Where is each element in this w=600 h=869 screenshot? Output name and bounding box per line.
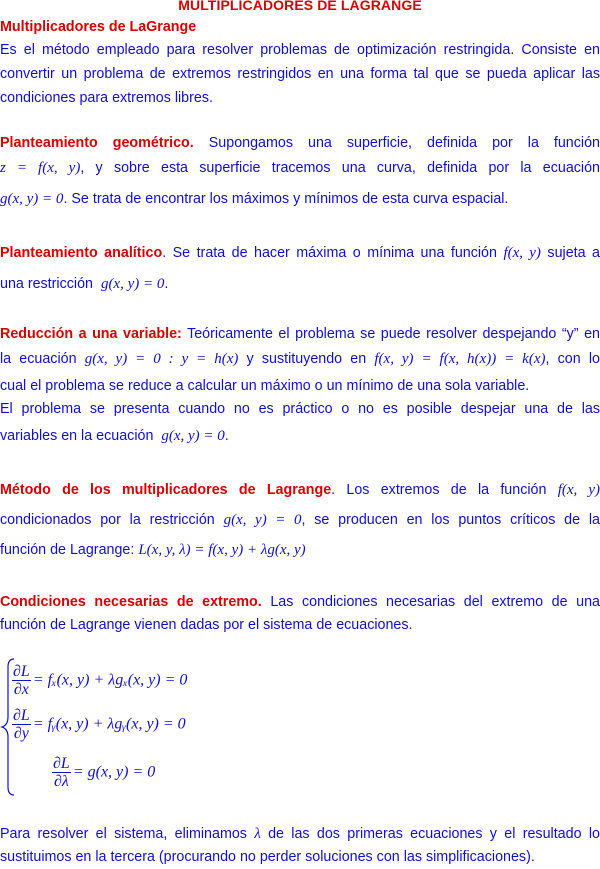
geometric-label: Planteamiento geométrico. xyxy=(0,135,194,151)
method-label: Método de los multiplicadores de Lagrange xyxy=(0,482,332,498)
method-text-2: condicionados por la restricción xyxy=(0,512,215,528)
analytic-line-2 xyxy=(0,272,600,296)
reduction-math-5: g(x, y) = 0 xyxy=(161,428,225,444)
final-text-1b: de las dos primeras ecuaciones y el resultado lo xyxy=(268,826,600,842)
analytic-end-1: sujeta a xyxy=(547,245,600,261)
reduction-line-5 xyxy=(0,424,600,448)
equation-rhs: = g(x, y) = 0 xyxy=(72,763,156,781)
method-text-3: función de Lagrange: xyxy=(0,542,135,558)
fraction-numerator: ∂L xyxy=(53,755,70,772)
analytic-line-1 xyxy=(0,241,600,265)
fraction-denominator: ∂λ xyxy=(53,773,69,790)
fraction-numerator: ∂L xyxy=(13,663,30,680)
final-text-1a: Para resolver el sistema, eliminamos xyxy=(0,826,247,842)
geometric-text-1: Supongamos una superficie, definida por la función xyxy=(208,135,600,151)
reduction-text-2c: , con lo xyxy=(545,351,600,367)
partial-fraction-x xyxy=(12,663,31,698)
final-line-1 xyxy=(0,822,600,846)
lambda-symbol: λ xyxy=(254,826,261,842)
method-math-2: g(x, y) = 0 xyxy=(223,512,302,528)
analytic-text-1: . Se trata de hacer máxima o mínima una función xyxy=(162,245,497,261)
heading-text: Multiplicadores de LaGrange xyxy=(0,19,197,35)
final-line-2: sustituimos en la tercera (procurando no perder soluciones con las simplificaciones). xyxy=(0,849,535,865)
geometric-math-1: z = f(x, y) xyxy=(0,160,81,176)
section-heading xyxy=(0,15,600,39)
analytic-end-2: . xyxy=(164,276,169,292)
geometric-line-1 xyxy=(0,131,600,155)
reduction-line-3: cual el problema se reduce a calcular un máximo o un mínimo de una sola variable. xyxy=(0,378,530,394)
conditions-text-1: Las condiciones necesarias del extremo de una xyxy=(270,594,600,610)
analytic-label: Planteamiento analítico xyxy=(0,245,163,261)
reduction-text-1: Teóricamente el problema se puede resolver despejando “y” en xyxy=(187,326,600,342)
reduction-end-5: . xyxy=(224,428,229,444)
reduction-label: Reducción a una variable: xyxy=(0,326,182,342)
partial-fraction-lambda xyxy=(52,755,71,790)
lagrange-function: L(x, y, λ) = f(x, y) + λg(x, y) xyxy=(138,542,306,558)
method-line-3 xyxy=(0,538,600,562)
analytic-text-2: una restricción xyxy=(0,276,93,292)
equation-row-lambda xyxy=(52,755,155,790)
method-text-1: . Los extremos de la función xyxy=(331,482,547,498)
geometric-text-2: , y sobre esta superficie tracemos una curva, definida por la ecuación xyxy=(80,160,600,176)
intro-line-3: condiciones para extremos libres. xyxy=(0,90,213,106)
method-line-1 xyxy=(0,478,600,502)
reduction-text-5: variables en la ecuación xyxy=(0,428,154,444)
fraction-denominator: ∂y xyxy=(13,725,29,742)
geometric-math-2: g(x, y) = 0 xyxy=(0,191,64,207)
intro-line-1: Es el método empleado para resolver problemas de optimización restringida. Consiste en xyxy=(0,42,600,58)
geometric-text-3: . Se trata de encontrar los máximos y mínimos de esta curva espacial. xyxy=(63,191,509,207)
conditions-label: Condiciones necesarias de extremo. xyxy=(0,594,262,610)
conditions-line-2: función de Lagrange vienen dadas por el sistema de ecuaciones. xyxy=(0,617,413,633)
fraction-denominator: ∂x xyxy=(13,681,29,698)
analytic-math-1: f(x, y) xyxy=(503,245,541,261)
reduction-math-1: g(x, y) = 0 : y = h(x) xyxy=(84,351,239,367)
conditions-line-1 xyxy=(0,590,600,614)
geometric-line-3 xyxy=(0,187,600,211)
equation-rhs: = fᵧ(x, y) + λgᵧ(x, y) = 0 xyxy=(32,715,186,733)
partial-fraction-y xyxy=(12,707,31,742)
reduction-line-2 xyxy=(0,347,600,371)
equation-row-y xyxy=(12,707,186,742)
method-line-2 xyxy=(0,508,600,532)
document-title: MULTIPLICADORES DE LAGRANGE xyxy=(178,0,422,13)
reduction-text-2a: la ecuación xyxy=(0,351,77,367)
equation-row-x xyxy=(12,663,187,698)
reduction-math-2: f(x, y) = f(x, h(x)) = k(x) xyxy=(374,351,546,367)
method-text-2b: , se producen en los puntos críticos de la xyxy=(301,512,600,528)
reduction-line-4: El problema se presenta cuando no es práctico o no es posible despejar una de las xyxy=(0,401,600,417)
equation-rhs: = fₓ(x, y) + λgₓ(x, y) = 0 xyxy=(32,671,188,689)
fraction-numerator: ∂L xyxy=(13,707,30,724)
reduction-line-1 xyxy=(0,322,600,346)
geometric-line-2 xyxy=(0,156,600,180)
method-math-1: f(x, y) xyxy=(557,482,600,498)
intro-line-2: convertir un problema de extremos restringidos en una forma tal que se pueda aplicar las xyxy=(0,66,600,82)
analytic-math-2: g(x, y) = 0 xyxy=(100,276,165,292)
reduction-text-2b: y sustituyendo en xyxy=(246,351,367,367)
equation-system xyxy=(0,655,600,795)
